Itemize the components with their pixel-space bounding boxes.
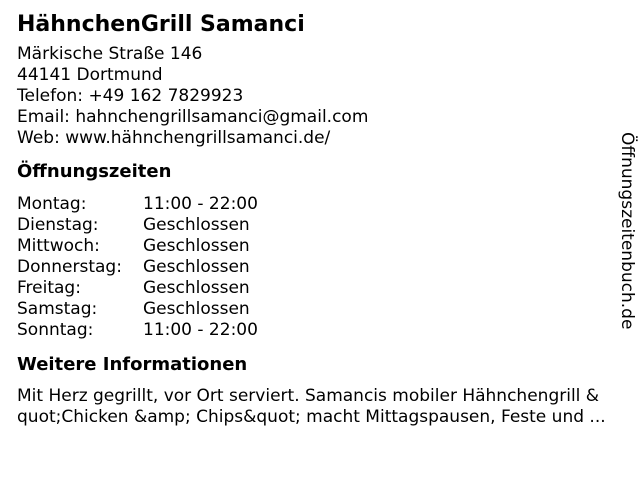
day-label: Montag: (17, 194, 87, 214)
day-label: Donnerstag: (17, 257, 122, 277)
contact-block (17, 44, 622, 149)
business-description: Mit Herz gegrillt, vor Ort serviert. Samancis mobiler Hähnchengrill &​quot;Chicken &amp; Chips&quot; macht Mittagspausen, Feste und ... (17, 386, 606, 427)
web-label: Web: (17, 128, 60, 148)
phone-value: +49 162 7829923 (88, 86, 244, 106)
address-city: 44141 Dortmund (17, 65, 163, 85)
hours-row-mittwoch (17, 236, 622, 257)
day-label: Freitag: (17, 278, 81, 298)
day-label: Samstag: (17, 299, 98, 319)
day-label: Mittwoch: (17, 236, 100, 256)
email-line (17, 107, 622, 128)
day-hours: Geschlossen (143, 257, 250, 277)
more-info-heading: Weitere Informationen (17, 354, 248, 375)
day-hours: 11:00 - 22:00 (143, 194, 258, 214)
web-value: www.hähnchengrillsamanci.de/ (65, 128, 331, 148)
email-label: Email: (17, 107, 70, 127)
business-name: HähnchenGrill Samanci (17, 12, 305, 37)
day-label: Dienstag: (17, 215, 99, 235)
web-line (17, 128, 622, 149)
day-hours: Geschlossen (143, 215, 250, 235)
day-hours: Geschlossen (143, 299, 250, 319)
oeffnungszeitenbuch-watermark: Öffnungszeitenbuch.de (617, 132, 637, 330)
day-hours: Geschlossen (143, 278, 250, 298)
opening-hours-table (17, 194, 622, 341)
hours-row-freitag (17, 278, 622, 299)
opening-hours-heading: Öffnungszeiten (17, 161, 172, 182)
email-value: hahnchengrillsamanci@gmail.com (75, 107, 369, 127)
hours-row-samstag (17, 299, 622, 320)
hours-row-dienstag (17, 215, 622, 236)
hours-row-donnerstag (17, 257, 622, 278)
hours-row-montag (17, 194, 622, 215)
day-hours: Geschlossen (143, 236, 250, 256)
hours-row-sonntag (17, 320, 622, 341)
phone-line (17, 86, 622, 107)
address-street: Märkische Straße 146 (17, 44, 203, 64)
day-label: Sonntag: (17, 320, 94, 340)
day-hours: 11:00 - 22:00 (143, 320, 258, 340)
phone-label: Telefon: (17, 86, 84, 106)
